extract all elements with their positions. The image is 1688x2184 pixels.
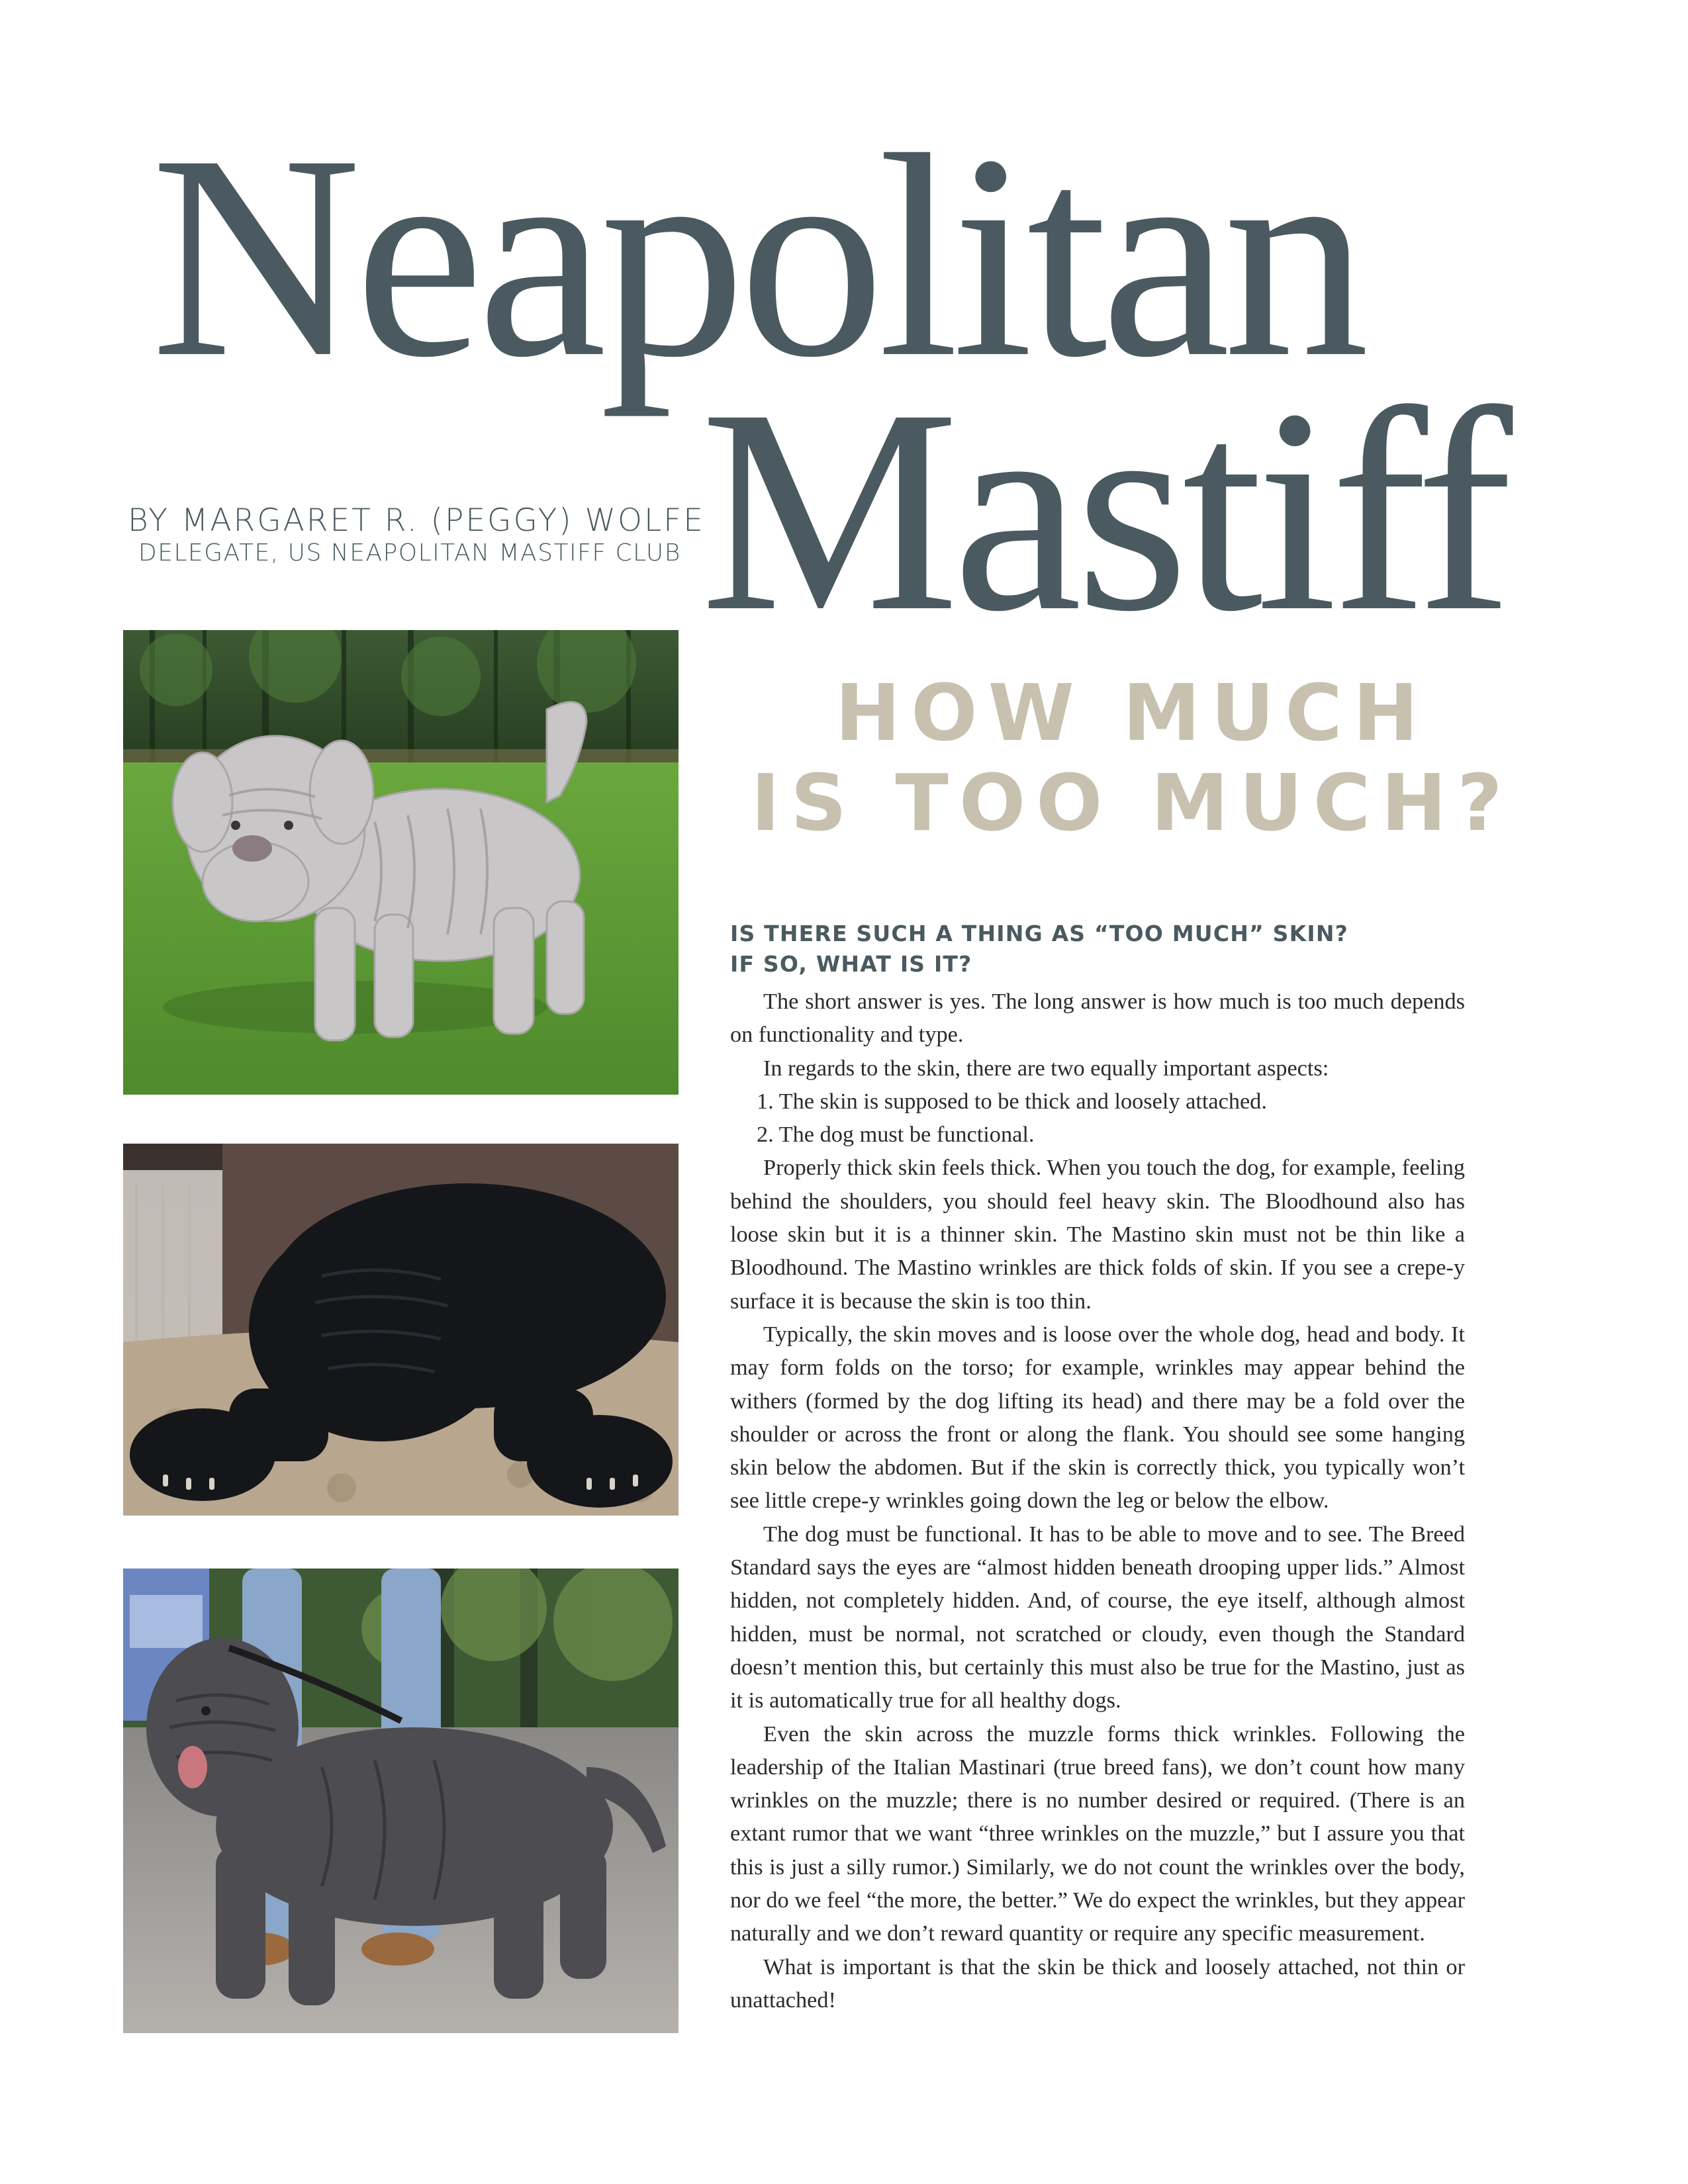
- photo-black-mastiff: [123, 1144, 679, 1516]
- paragraph-7: What is important is that the skin be thick and loosely attached, not thin or unattached!: [730, 1954, 1465, 2013]
- section-heading: [730, 919, 1465, 979]
- subtitle-line-2: IS TOO MUCH?: [751, 756, 1513, 848]
- subtitle-line-1: HOW MUCH: [835, 667, 1429, 758]
- paragraph-6: Even the skin across the muzzle forms thick wrinkles. Following the leadership of the Italian Mastinari (true breed fans), we don’t count how many wrinkles on the muzzle; there is no number desired or required. (There is an extant rumor that we want “three wrinkles on the muzzle,” but I assure you that this is just a silly rumor.) Similarly, we do not count the wrinkles over the body, nor do we feel “the more, the better.” We do expect the wrinkles, but they appear naturally and we don’t reward quantity or require any specific measurement.: [730, 1721, 1465, 1946]
- byline-author: BY MARGARET R. (PEGGY) WOLFE: [128, 502, 705, 539]
- byline-role: DELEGATE, US NEAPOLITAN MASTIFF CLUB: [138, 539, 681, 567]
- article-body: [730, 919, 1465, 2017]
- paragraph-4: Typically, the skin moves and is loose over the whole dog, head and body. It may form folds on the torso; for example, wrinkles may appear behind the withers (formed by the dog lifting its head) and there may be a fold over the shoulder or across the front or along the flank. You should see some hanging skin below the abdomen. But if the skin is correctly thick, you typically won’t see little crepe-y wrinkles going down the leg or below the elbow.: [730, 1321, 1465, 1514]
- paragraph-2: In regards to the skin, there are two equally important aspects:: [763, 1055, 1329, 1081]
- title-line-1: Neapolitan: [151, 95, 1363, 418]
- title-line-2: Mastiff: [700, 349, 1507, 672]
- section-heading-line-1: IS THERE SUCH A THING AS “TOO MUCH” SKIN?: [730, 921, 1348, 946]
- list-item-1: 1. The skin is supposed to be thick and loosely attached.: [757, 1088, 1267, 1114]
- paragraph-1: The short answer is yes. The long answer is how much is too much depends on functionality and type.: [730, 989, 1465, 1048]
- paragraph-3: Properly thick skin feels thick. When you touch the dog, for example, feeling behind the shoulders, you should feel heavy skin. The Bloodhound also has loose skin but it is a thinner skin. The Mastino skin must not be thin like a Bloodhound. The Mastino wrinkles are thick folds of skin. If you see a crepe-y surface it is because the skin is too thin.: [730, 1155, 1465, 1314]
- black-mastiff-image: [123, 1144, 679, 1516]
- grey-mastiff-image: [123, 1569, 679, 2033]
- puppy-image: [123, 630, 679, 1095]
- photo-grey-mastiff: [123, 1569, 679, 2033]
- section-heading-line-2: IF SO, WHAT IS IT?: [730, 951, 972, 977]
- paragraph-5: The dog must be functional. It has to be able to move and to see. The Breed Standard says the eyes are “almost hidden beneath drooping upper lids.” Almost hidden, not completely hidden. And, of course, the eye itself, although almost hidden, must be normal, not scratched or cloudy, even though the Standard doesn’t mention this, but certainly this must also be true for the Mastino, just as it is automatically true for all healthy dogs.: [730, 1521, 1465, 1713]
- photo-grey-puppy: [123, 630, 679, 1095]
- list-item-2: 2. The dog must be functional.: [757, 1122, 1035, 1148]
- subtitle: [718, 668, 1546, 848]
